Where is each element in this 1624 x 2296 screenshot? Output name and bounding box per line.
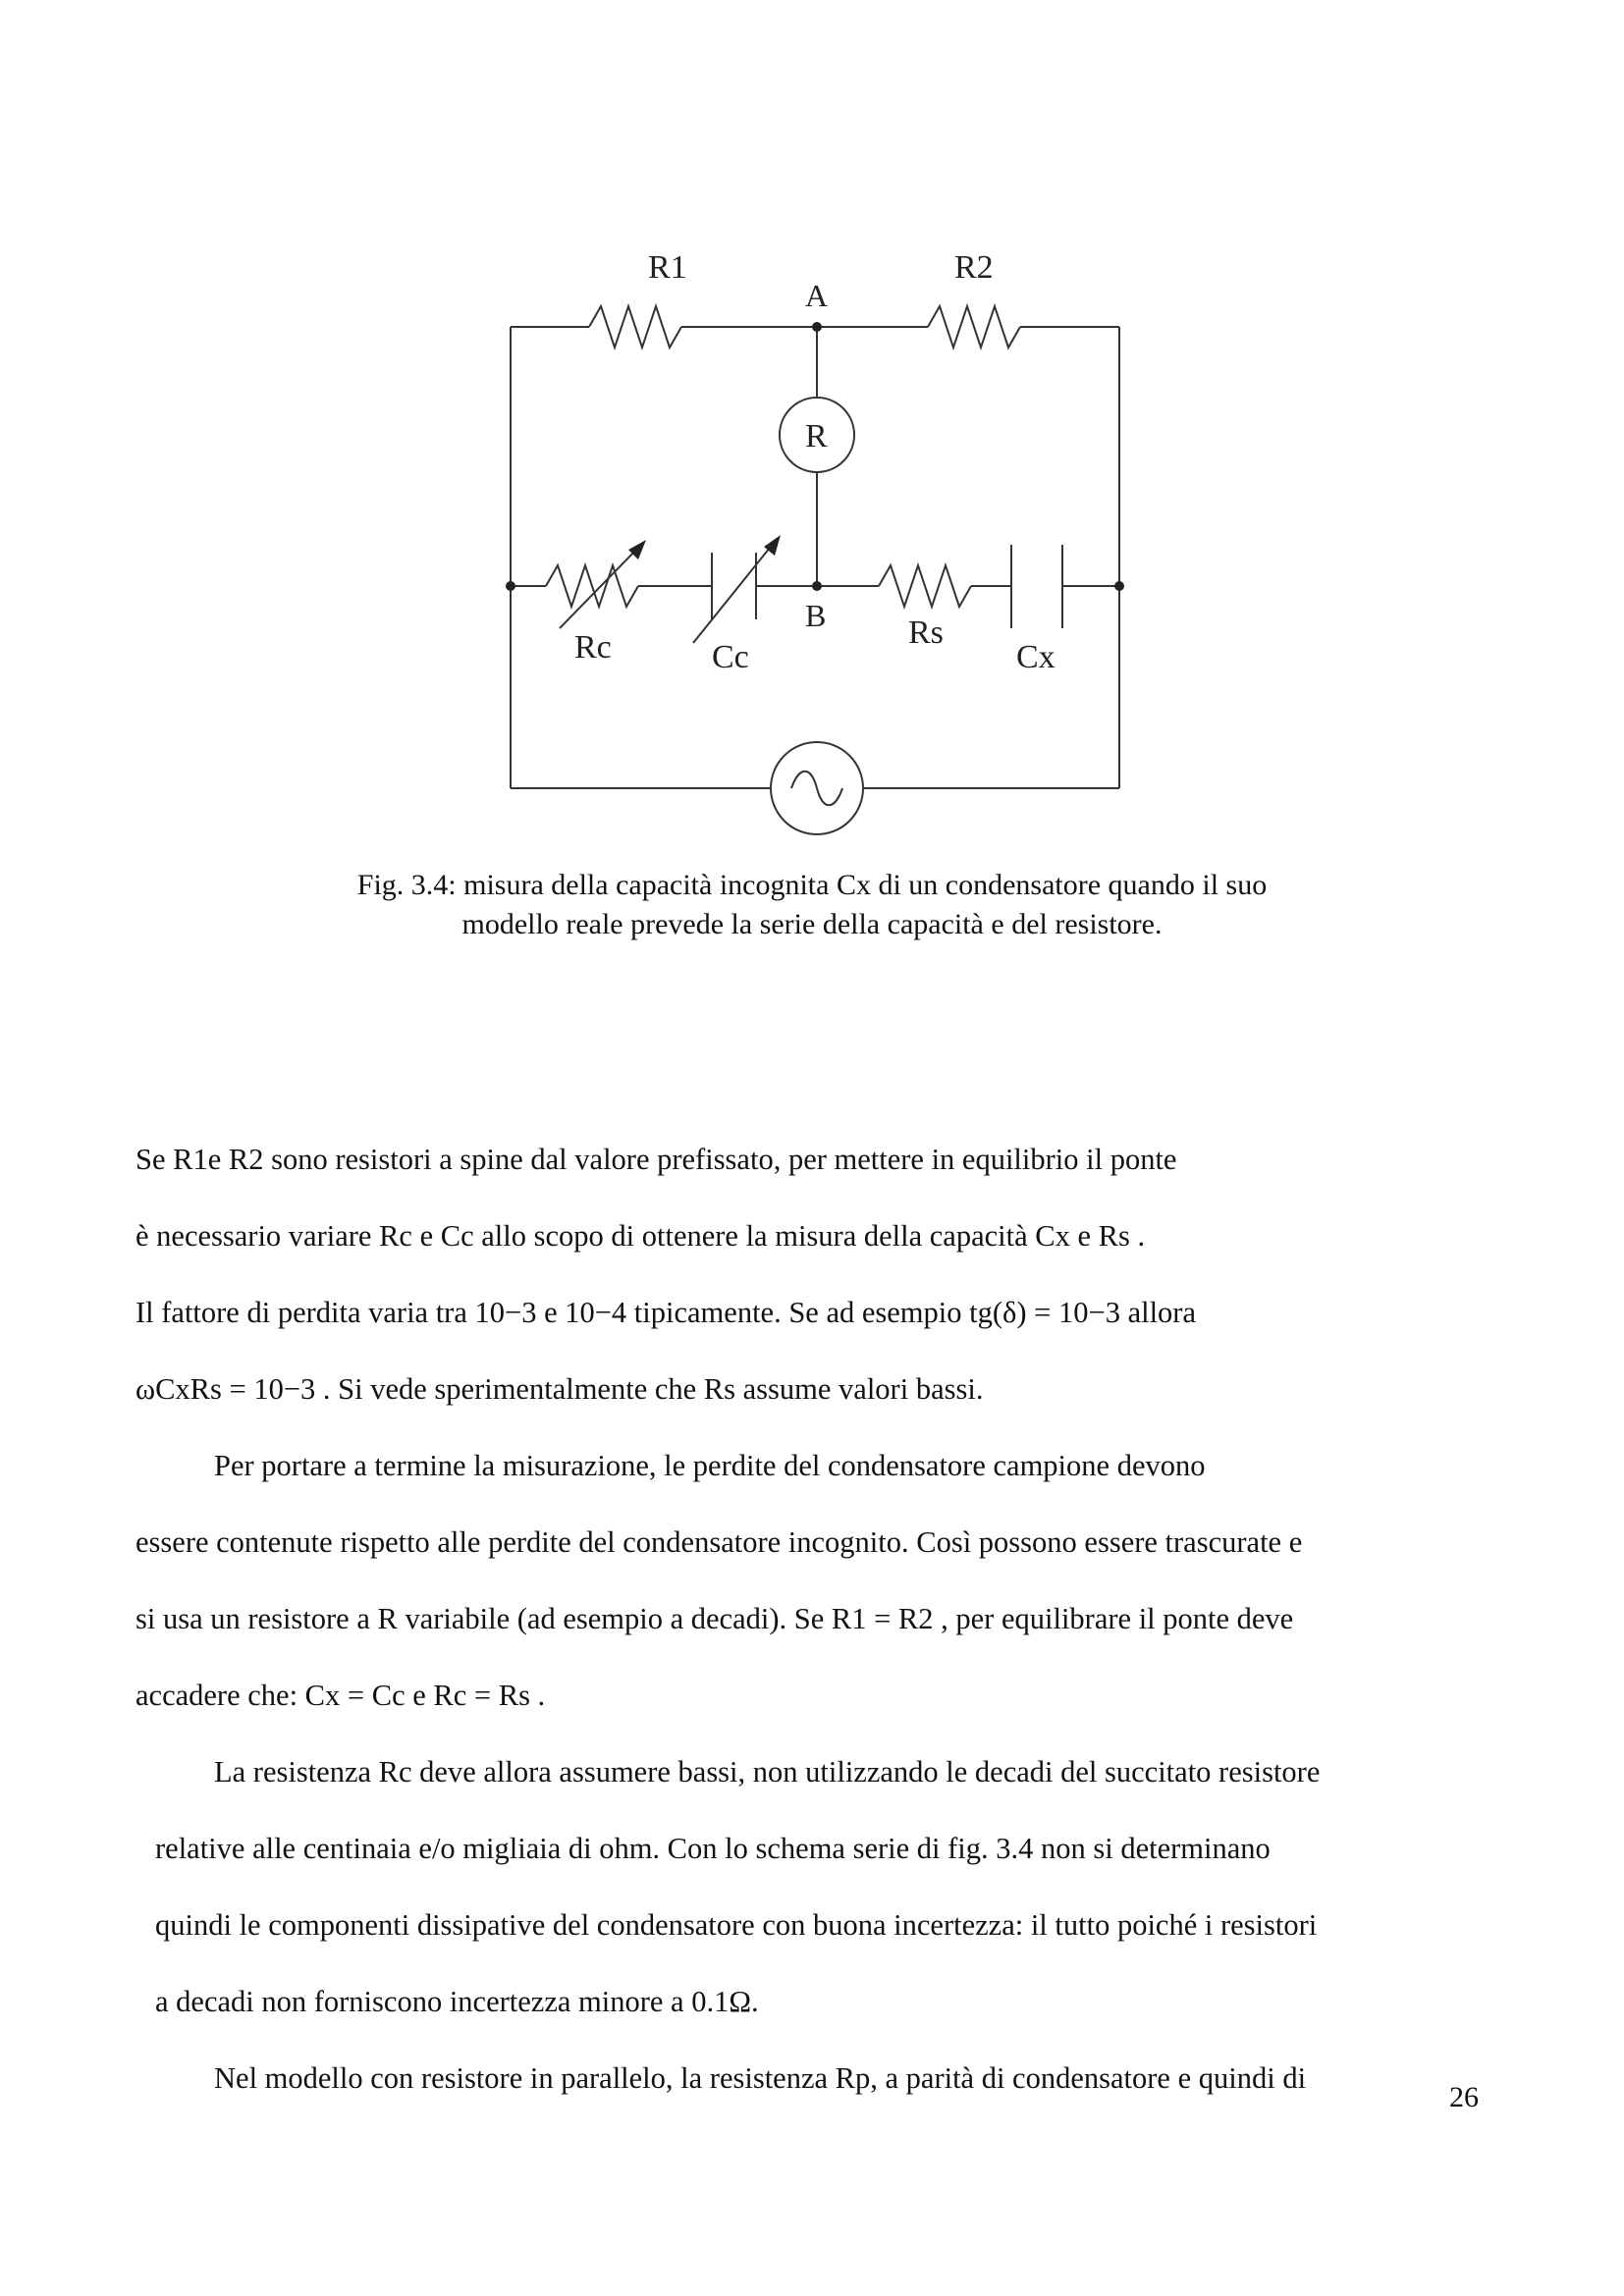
figure-caption bbox=[295, 866, 1329, 944]
node-right-dot bbox=[1114, 581, 1124, 591]
paragraph-4 bbox=[135, 2040, 1451, 2116]
label-cx: Cx bbox=[1016, 639, 1056, 675]
text-line: essere contenute rispetto alle perdite del condensatore incognito. Così possono essere trascurate e bbox=[135, 1525, 1303, 1559]
text-line: relative alle centinaia e/o migliaia di ohm. Con lo schema serie di fig. 3.4 non si determinano bbox=[155, 1832, 1271, 1865]
text-line: è necessario variare Rc e Cc allo scopo di ottenere la misura della capacità Cx e Rs . bbox=[135, 1219, 1146, 1253]
resistor-rc bbox=[546, 565, 638, 607]
text-line: a decadi non forniscono incertezza minore a 0.1Ω. bbox=[155, 1985, 759, 2018]
text-line: si usa un resistore a R variabile (ad esempio a decadi). Se R1 = R2 , per equilibrare il ponte deve bbox=[135, 1602, 1294, 1635]
node-left-dot bbox=[506, 581, 515, 591]
page-number: 26 bbox=[1449, 2081, 1479, 2113]
caption-line-2: modello reale prevede la serie della capacità e del resistore. bbox=[461, 908, 1163, 940]
node-a-dot bbox=[812, 322, 822, 332]
label-node-a: A bbox=[805, 278, 829, 313]
text-line: La resistenza Rc deve allora assumere bassi, non utilizzando le decadi del succitato resistore bbox=[214, 1755, 1321, 1789]
caption-line-1: Fig. 3.4: misura della capacità incognita Cx di un condensatore quando il suo bbox=[356, 869, 1268, 901]
text-line: Se R1e R2 sono resistori a spine dal valore prefissato, per mettere in equilibrio il ponte bbox=[135, 1143, 1177, 1176]
label-rs: Rs bbox=[908, 614, 944, 651]
variable-arrow-cc bbox=[693, 543, 774, 643]
circuit-diagram bbox=[0, 0, 1624, 883]
text-line: Il fattore di perdita varia tra 10−3 e 10−4 tipicamente. Se ad esempio tg(δ) = 10−3 allora bbox=[135, 1296, 1196, 1329]
resistor-r2 bbox=[928, 306, 1020, 347]
label-r1: R1 bbox=[648, 249, 687, 286]
text-line: ωCxRs = 10−3 . Si vede sperimentalmente che Rs assume valori bassi. bbox=[135, 1372, 984, 1406]
label-rc: Rc bbox=[574, 629, 612, 666]
label-r2: R2 bbox=[954, 249, 994, 286]
paragraph-1 bbox=[135, 1121, 1451, 1427]
resistor-rs bbox=[879, 565, 971, 607]
sine-icon bbox=[791, 772, 842, 806]
paragraph-2 bbox=[135, 1427, 1451, 1734]
text-line: Per portare a termine la misurazione, le perdite del condensatore campione devono bbox=[214, 1449, 1206, 1482]
arrowhead-rc bbox=[628, 540, 646, 560]
resistor-r1 bbox=[589, 306, 681, 347]
paragraph-3 bbox=[135, 1734, 1451, 2040]
label-cc: Cc bbox=[712, 639, 749, 675]
label-node-b: B bbox=[805, 598, 827, 633]
text-line: accadere che: Cx = Cc e Rc = Rs . bbox=[135, 1679, 546, 1712]
label-detector: R bbox=[805, 418, 828, 454]
text-line: quindi le componenti dissipative del condensatore con buona incertezza: il tutto poiché i resistori bbox=[155, 1908, 1318, 1942]
text-line: Nel modello con resistore in parallelo, la resistenza Rp, a parità di condensatore e quindi di bbox=[214, 2061, 1307, 2095]
node-b-dot bbox=[812, 581, 822, 591]
variable-arrow-rc bbox=[560, 548, 638, 628]
